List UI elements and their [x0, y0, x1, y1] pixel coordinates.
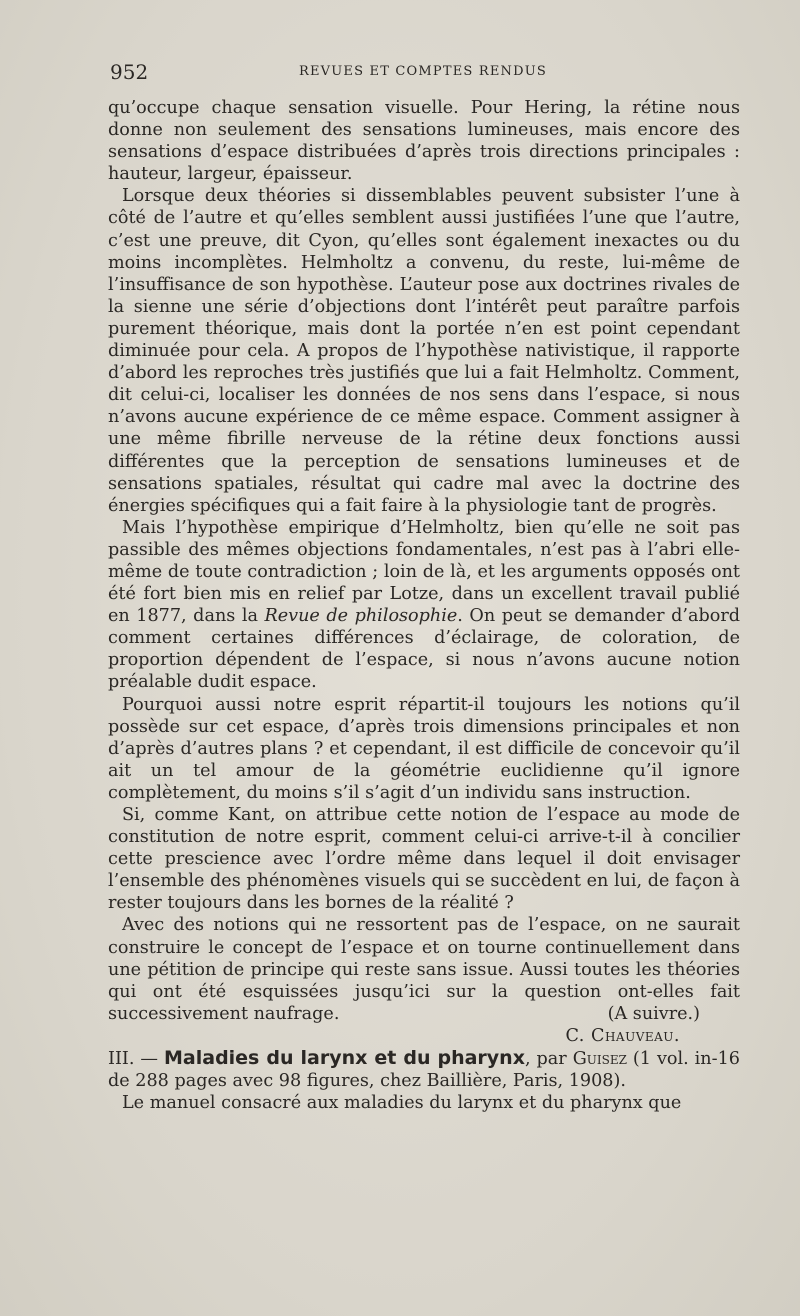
to-be-continued: (A suivre.): [607, 1003, 700, 1024]
section-text: , par: [524, 1049, 573, 1070]
paragraph: [108, 914, 740, 1024]
page-header: [110, 60, 736, 84]
section-author: Guisez: [572, 1049, 627, 1070]
running-title: REVUES ET COMPTES RENDUS: [298, 64, 548, 79]
paragraph-text: Mais l’hypothèse empirique d’Helmholtz, bien qu’elle ne soit pas passible des mêmes objections fondamentales, n’est pas à l’abri elle-même de toute contradiction ; loin de là, et les arguments opposés ont été fort bien mis en relief par Lotze, dans un excellent travail publié en 1877, dans la: [108, 517, 740, 627]
paragraph: Lorsque deux théories si dissemblables peuvent subsister l’une à côté de l’autre et qu’elles semblent aussi justifiées l’une que l’autre, c’est une preuve, dit Cyon, qu’elles sont également inexactes ou du moins incomplètes. Helmholtz a convenu, du reste, lui-même de l’insuffisance de son hypothèse. L’auteur pose aux doctrines rivales de la sienne une série d’objections dont l’intérêt peut paraître parfois purement théorique, mais dont la portée n’en est point cependant diminuée pour cela. A propos de l’hypothèse nativistique, il rapporte d’abord les reproches très justifiés que lui a fait Helmholtz. Comment, dit celui-ci, localiser les données de nos sens dans l’espace, si nous n’avons aucune expérience de ce même espace. Comment assigner à une même fibrille nerveuse de la rétine deux fonctions aussi différentes que la perception de sensations lumineuses et de sensations spatiales, résultat qui cadre mal avec la doctrine des énergies spécifiques qui a fait faire à la physiologie tant de progrès.: [108, 186, 740, 516]
section-number: III. —: [108, 1049, 164, 1070]
paragraph: Le manuel consacré aux maladies du larynx et du pharynx que: [122, 1093, 682, 1114]
journal-title: Revue de philosophie: [264, 606, 458, 627]
article-body: [108, 97, 740, 1114]
paragraph: Pourquoi aussi notre esprit répartit-il toujours les notions qu’il possède sur cet espace, d’après trois dimensions principales et non d’après d’autres plans ? et cependant, il est difficile de concevoir qu’il ait un tel amour de la géométrie euclidienne qu’il ignore complètement, du moins s’il s’agit d’un individu sans instruction.: [108, 694, 740, 803]
paragraph-text: . On peut se demander d’abord comment certaines différences d’éclairage, de coloration, de proportion dépendent de l’espace, si nous n’avons aucune notion préalable dudit espace.: [108, 606, 740, 693]
signature: C. Chauveau.: [565, 1025, 680, 1046]
page-number: 952: [110, 60, 149, 84]
paragraph-text: Avec des notions qui ne ressortent pas de l’espace, on ne saurait construire le concept de l’espace et on tourne continuellement dans une pétition de principe qui reste sans issue. Aussi toutes les théories qui ont été esquissées jusqu’ici sur la question ont-elles fait successivement naufrage.: [108, 915, 740, 1024]
paragraph: qu’occupe chaque sensation visuelle. Pour Hering, la rétine nous donne non seulement des sensations lumineuses, mais encore des sensations d’espace distribuées d’après trois directions principales : hauteur, largeur, épaisseur.: [108, 98, 740, 185]
section-heading: [108, 1047, 740, 1092]
paragraph: [108, 517, 740, 694]
section-details: (1 vol. in-16 de 288 pages avec 98 figures, chez Baillière, Paris, 1908).: [108, 1049, 740, 1092]
paragraph: Si, comme Kant, on attribue cette notion de l’espace au mode de constitution de notre esprit, comment celui-ci arrive-t-il à concilier cette prescience avec l’ordre même dans lequel il doit envisager l’ensemble des phénomènes visuels qui se succèdent en lui, de façon à rester toujours dans les bornes de la réalité ?: [108, 805, 740, 914]
section-title: Maladies du larynx et du pharynx: [164, 1047, 525, 1070]
